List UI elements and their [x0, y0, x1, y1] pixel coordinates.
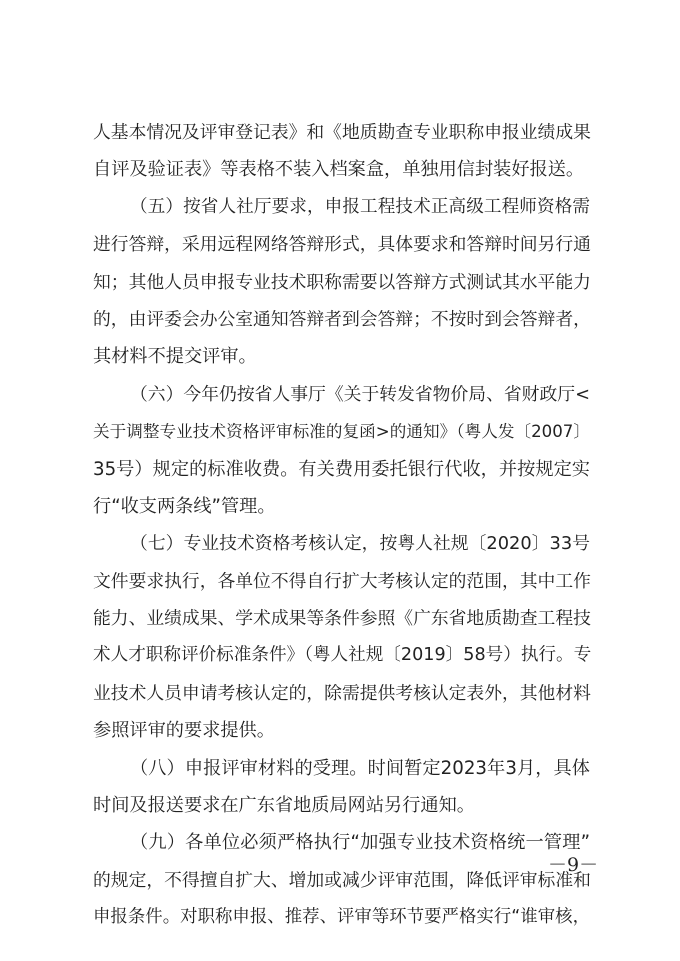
text-line: 进行答辩，采用远程网络答辩形式，具体要求和答辩时间另行通 — [93, 234, 591, 256]
text-line: 关于调整专业技术资格评审标准的复函>的通知》（粤人发〔2007〕 — [93, 422, 590, 442]
text-line: 业技术人员申请考核认定的，除需提供考核认定表外，其他材料 — [93, 682, 591, 704]
body-text — [93, 114, 590, 937]
text-line: 能力、业绩成果、学术成果等条件参照《广东省地质勘查工程技 — [93, 608, 591, 630]
text-line: （六）今年仍按省人事厅《关于转发省物价局、省财政厅< — [130, 383, 590, 405]
text-line: 其材料不提交评审。 — [93, 346, 257, 368]
text-line: 人基本情况及评审登记表》和《地质勘查专业职称申报业绩成果 — [93, 122, 591, 143]
text-line: 的，由评委会办公室通知答辩者到会答辩；不按时到会答辩者， — [93, 308, 591, 330]
text-line: 申报条件。对职称申报、推荐、评审等环节要严格实行“谁审核， — [93, 907, 590, 928]
page-number: －9－ — [548, 854, 599, 876]
text-line: （九）各单位必须严格执行“加强专业技术资格统一管理” — [130, 832, 590, 854]
text-line: 自评及验证表》等表格不装入档案盒，单独用信封装好报送。 — [93, 159, 585, 181]
text-line: 的规定，不得擅自扩大、增加或减少评审范围，降低评审标准和 — [93, 869, 591, 891]
text-line: 文件要求执行，各单位不得自行扩大考核认定的范围，其中工作 — [93, 570, 591, 592]
text-line: 行“收支两条线”管理。 — [93, 495, 276, 517]
text-line: （五）按省人社厅要求，申报工程技术正高级工程师资格需 — [130, 196, 590, 217]
text-line: 参照评审的要求提供。 — [93, 720, 275, 742]
text-line: 35号）规定的标准收费。有关费用委托银行代收，并按规定实 — [93, 458, 590, 480]
text-line: （八）申报评审材料的受理。时间暂定2023年3月，具体 — [130, 757, 590, 779]
text-line: （七）专业技术资格考核认定，按粤人社规〔2020〕33号 — [130, 533, 590, 555]
text-line: 时间及报送要求在广东省地质局网站另行通知。 — [93, 795, 475, 817]
text-line: 知；其他人员申报专业技术职称需要以答辩方式测试其水平能力 — [93, 271, 591, 293]
text-line: 术人才职称评价标准条件》（粤人社规〔2019〕58号）执行。专 — [93, 645, 592, 666]
